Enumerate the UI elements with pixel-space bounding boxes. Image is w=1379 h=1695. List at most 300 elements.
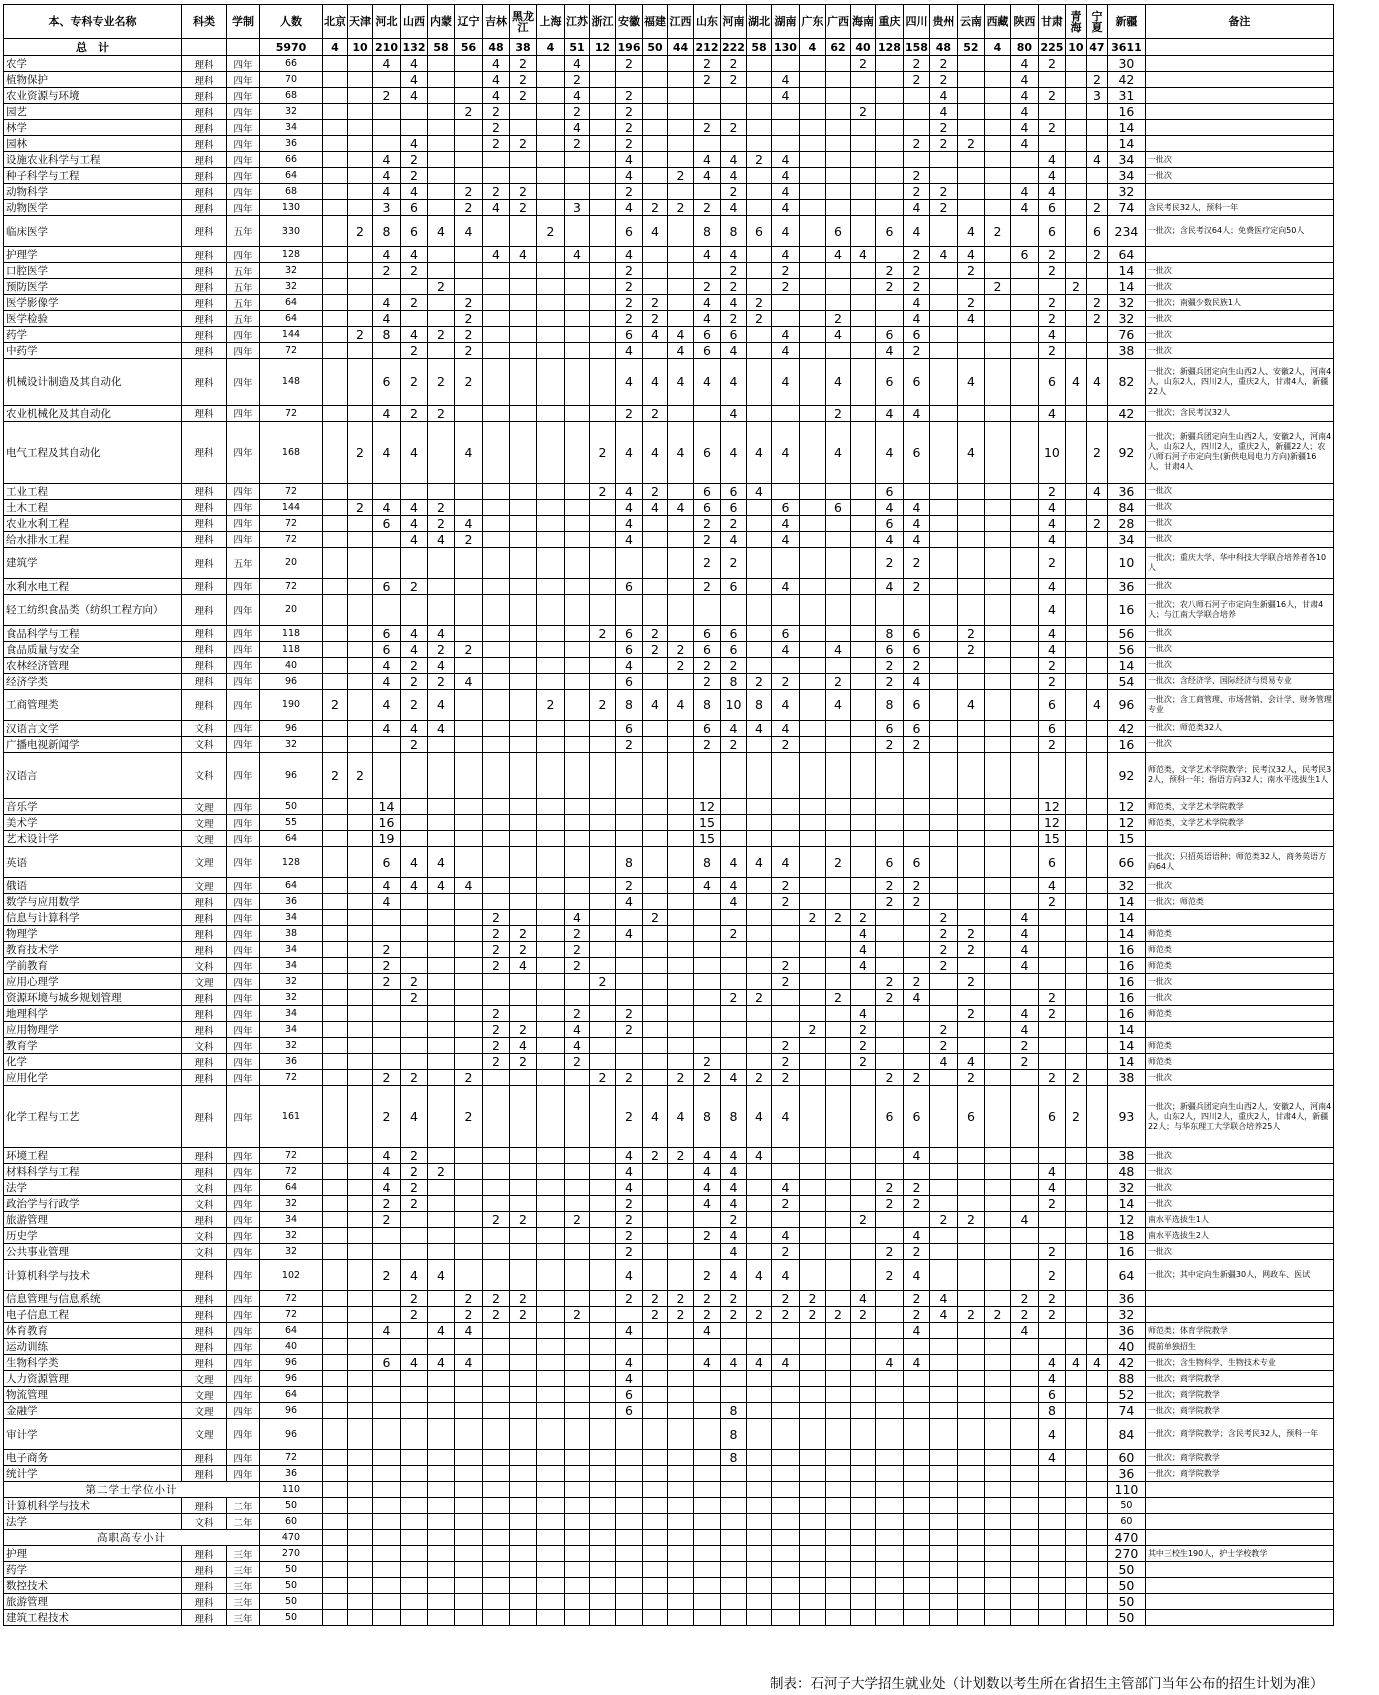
province-quota: 4 (1038, 1419, 1065, 1450)
province-quota (1065, 720, 1086, 736)
province-quota: 4 (957, 421, 984, 483)
province-quota: 4 (616, 483, 643, 499)
province-quota: 4 (771, 152, 799, 168)
remark-cell: 一批次 (1145, 878, 1333, 894)
table-row (4, 1180, 1334, 1196)
province-quota (668, 990, 694, 1006)
province-quota: 2 (746, 152, 771, 168)
province-quota (643, 1054, 668, 1070)
province-quota (929, 736, 957, 752)
province-quota (510, 1514, 537, 1530)
province-quota: 4 (929, 1291, 957, 1307)
province-quota (373, 1387, 401, 1403)
total-value: 48 (929, 39, 957, 56)
province-quota (401, 1387, 428, 1403)
study-duration: 四年 (227, 578, 260, 594)
province-quota (903, 799, 929, 815)
province-quota: 2 (616, 1291, 643, 1307)
province-quota (875, 1212, 903, 1228)
province-quota (455, 483, 483, 499)
province-quota: 2 (929, 926, 957, 942)
province-quota: 6 (694, 625, 721, 641)
province-quota: 4 (668, 343, 694, 359)
province-quota (483, 499, 510, 515)
province-quota (510, 1482, 537, 1498)
province-quota: 4 (616, 1355, 643, 1371)
province-quota (1038, 1530, 1065, 1546)
province-quota (746, 1482, 771, 1498)
header-cell: 湖南 (771, 5, 799, 39)
province-quota (746, 1450, 771, 1466)
province-quota (323, 1466, 348, 1482)
province-quota (483, 878, 510, 894)
plan-count: 36 (260, 136, 323, 152)
admission-plan-sheet (3, 4, 1334, 1626)
province-quota (1065, 1450, 1086, 1466)
header-cell: 黑龙江 (510, 5, 537, 39)
province-quota: 4 (903, 1228, 929, 1244)
province-quota: 18 (1107, 1228, 1145, 1244)
province-quota: 6 (721, 641, 747, 657)
total-value: 47 (1086, 39, 1107, 56)
plan-count: 34 (260, 942, 323, 958)
province-quota: 2 (850, 1038, 875, 1054)
study-duration: 四年 (227, 421, 260, 483)
province-quota (1065, 1498, 1086, 1514)
province-quota (875, 1610, 903, 1626)
province-quota (1010, 625, 1038, 641)
province-quota: 2 (694, 578, 721, 594)
province-quota (643, 104, 668, 120)
province-quota (694, 1498, 721, 1514)
subject-category: 文科 (182, 958, 227, 974)
province-quota (825, 1148, 850, 1164)
province-quota: 6 (373, 359, 401, 406)
province-quota (348, 247, 373, 263)
province-quota (348, 184, 373, 200)
table-row (4, 405, 1334, 421)
province-quota (929, 547, 957, 578)
province-quota (825, 263, 850, 279)
province-quota: 4 (1010, 120, 1038, 136)
province-quota (875, 1291, 903, 1307)
subject-category: 理科 (182, 168, 227, 184)
province-quota: 4 (1038, 405, 1065, 421)
province-quota (455, 736, 483, 752)
province-quota (1010, 1070, 1038, 1086)
province-quota (903, 1546, 929, 1562)
province-quota (799, 625, 825, 641)
province-quota: 4 (1038, 1450, 1065, 1466)
province-quota: 2 (668, 168, 694, 184)
province-quota (1010, 578, 1038, 594)
province-quota (565, 483, 590, 499)
province-quota (1038, 1323, 1065, 1339)
province-quota (875, 1371, 903, 1387)
province-quota (348, 295, 373, 311)
province-quota (455, 1054, 483, 1070)
province-quota: 4 (373, 405, 401, 421)
province-quota: 15 (694, 815, 721, 831)
province-quota (483, 1244, 510, 1260)
province-quota (746, 1323, 771, 1339)
province-quota (984, 104, 1010, 120)
province-quota (984, 1086, 1010, 1148)
province-quota (348, 515, 373, 531)
total-value: 40 (850, 39, 875, 56)
province-quota (825, 752, 850, 799)
province-quota (455, 1228, 483, 1244)
province-quota (348, 1482, 373, 1498)
province-quota (348, 1610, 373, 1626)
major-name: 人力资源管理 (4, 1371, 182, 1387)
province-quota (455, 1148, 483, 1164)
province-quota (323, 1610, 348, 1626)
subject-category: 理科 (182, 311, 227, 327)
province-quota (825, 958, 850, 974)
province-quota: 4 (428, 878, 455, 894)
province-quota (483, 279, 510, 295)
province-quota (428, 1419, 455, 1450)
province-quota (746, 247, 771, 263)
major-name: 建筑学 (4, 547, 182, 578)
province-quota (1065, 200, 1086, 216)
province-quota (373, 104, 401, 120)
province-quota (799, 1530, 825, 1546)
province-quota: 4 (903, 1323, 929, 1339)
subject-category: 理科 (182, 72, 227, 88)
study-duration: 四年 (227, 1419, 260, 1450)
province-quota (643, 1530, 668, 1546)
major-name: 教育学 (4, 1038, 182, 1054)
province-quota (984, 247, 1010, 263)
study-duration: 四年 (227, 1196, 260, 1212)
province-quota: 2 (771, 736, 799, 752)
province-quota (957, 1546, 984, 1562)
province-quota (746, 625, 771, 641)
province-quota (771, 1466, 799, 1482)
province-quota: 4 (373, 168, 401, 184)
province-quota: 4 (401, 327, 428, 343)
province-quota (455, 247, 483, 263)
province-quota (799, 1466, 825, 1482)
remark-cell: 一批次 (1145, 1244, 1333, 1260)
province-quota (799, 1148, 825, 1164)
total-value: 4 (537, 39, 565, 56)
province-quota: 36 (1107, 1291, 1145, 1307)
province-quota (616, 1610, 643, 1626)
province-quota (348, 1339, 373, 1355)
province-quota (348, 168, 373, 184)
province-quota (850, 1196, 875, 1212)
province-quota (510, 499, 537, 515)
province-quota (483, 1419, 510, 1450)
province-quota: 2 (694, 279, 721, 295)
province-quota (348, 910, 373, 926)
province-quota (348, 799, 373, 815)
province-quota (565, 1355, 590, 1371)
province-quota (984, 359, 1010, 406)
province-quota (929, 1228, 957, 1244)
province-quota (348, 531, 373, 547)
province-quota: 2 (1038, 343, 1065, 359)
province-quota (483, 405, 510, 421)
province-quota (984, 1387, 1010, 1403)
province-quota (401, 311, 428, 327)
province-quota: 2 (850, 1212, 875, 1228)
major-name: 法学 (4, 1180, 182, 1196)
province-quota: 74 (1107, 200, 1145, 216)
province-quota (957, 1562, 984, 1578)
province-quota: 6 (875, 720, 903, 736)
province-quota (721, 1514, 747, 1530)
major-name: 音乐学 (4, 799, 182, 815)
province-quota (565, 1466, 590, 1482)
province-quota: 2 (510, 200, 537, 216)
province-quota (929, 531, 957, 547)
province-quota: 6 (721, 327, 747, 343)
province-quota (643, 1022, 668, 1038)
study-duration: 四年 (227, 515, 260, 531)
subtotal-label: 高职高专小计 (4, 1530, 260, 1546)
province-quota (590, 1403, 616, 1419)
province-quota: 2 (694, 1260, 721, 1291)
study-duration: 三年 (227, 1562, 260, 1578)
province-quota: 2 (903, 136, 929, 152)
province-quota (428, 152, 455, 168)
province-quota: 2 (1038, 657, 1065, 673)
remark-cell: 一批次 (1145, 499, 1333, 515)
province-quota (1038, 136, 1065, 152)
province-quota: 96 (1107, 689, 1145, 720)
province-quota: 2 (929, 72, 957, 88)
province-quota (348, 878, 373, 894)
province-quota (799, 641, 825, 657)
province-quota (455, 657, 483, 673)
province-quota: 4 (401, 641, 428, 657)
remark-cell: 师范类 (1145, 958, 1333, 974)
table-row (4, 263, 1334, 279)
province-quota: 2 (875, 974, 903, 990)
province-quota (565, 673, 590, 689)
province-quota (929, 515, 957, 531)
province-quota (428, 168, 455, 184)
table-row (4, 831, 1334, 847)
province-quota (590, 847, 616, 878)
total-value: 38 (510, 39, 537, 56)
province-quota (1038, 974, 1065, 990)
province-quota (1010, 152, 1038, 168)
plan-count: 32 (260, 990, 323, 1006)
plan-count: 96 (260, 1355, 323, 1371)
province-quota (373, 1419, 401, 1450)
province-quota (825, 894, 850, 910)
province-quota (746, 327, 771, 343)
province-quota: 6 (875, 515, 903, 531)
remark-cell: 一批次 (1145, 152, 1333, 168)
study-duration: 四年 (227, 1212, 260, 1228)
province-quota (984, 720, 1010, 736)
province-quota: 2 (957, 1006, 984, 1022)
province-quota (694, 1022, 721, 1038)
province-quota (537, 1578, 565, 1594)
province-quota: 4 (668, 359, 694, 406)
province-quota (373, 1514, 401, 1530)
province-quota (875, 910, 903, 926)
plan-count: 72 (260, 1164, 323, 1180)
subject-category: 理科 (182, 499, 227, 515)
province-quota (1065, 56, 1086, 72)
province-quota (401, 1578, 428, 1594)
province-quota (957, 815, 984, 831)
province-quota (537, 926, 565, 942)
province-quota: 6 (373, 1355, 401, 1371)
plan-count: 64 (260, 311, 323, 327)
province-quota (694, 1371, 721, 1387)
province-quota (799, 720, 825, 736)
remark-cell: 一批次 (1145, 531, 1333, 547)
province-quota (746, 1164, 771, 1180)
province-quota (825, 1578, 850, 1594)
province-quota: 4 (694, 1196, 721, 1212)
province-quota (984, 168, 1010, 184)
subject-category: 文理 (182, 815, 227, 831)
remark-cell (1145, 1498, 1333, 1514)
header-cell: 山东 (694, 5, 721, 39)
province-quota: 14 (1107, 1022, 1145, 1038)
province-quota: 4 (565, 120, 590, 136)
plan-count: 32 (260, 1196, 323, 1212)
province-quota: 2 (537, 216, 565, 247)
province-quota (565, 878, 590, 894)
province-quota: 2 (694, 531, 721, 547)
province-quota (428, 1054, 455, 1070)
province-quota: 6 (771, 499, 799, 515)
province-quota (590, 216, 616, 247)
province-quota: 2 (616, 120, 643, 136)
province-quota (323, 343, 348, 359)
province-quota (483, 1148, 510, 1164)
province-quota (929, 974, 957, 990)
province-quota: 2 (875, 736, 903, 752)
province-quota (850, 168, 875, 184)
province-quota (799, 1180, 825, 1196)
province-quota (348, 1006, 373, 1022)
province-quota (668, 1164, 694, 1180)
province-quota (694, 88, 721, 104)
province-quota (668, 910, 694, 926)
major-name: 环境工程 (4, 1148, 182, 1164)
province-quota (510, 1086, 537, 1148)
province-quota (1065, 974, 1086, 990)
province-quota (428, 483, 455, 499)
province-quota: 2 (875, 1180, 903, 1196)
province-quota (694, 1562, 721, 1578)
province-quota (455, 1498, 483, 1514)
province-quota (1065, 343, 1086, 359)
province-quota (875, 295, 903, 311)
province-quota (643, 1514, 668, 1530)
province-quota (721, 1323, 747, 1339)
province-quota (825, 594, 850, 625)
province-quota: 2 (1010, 1291, 1038, 1307)
province-quota: 2 (825, 673, 850, 689)
province-quota (1010, 295, 1038, 311)
province-quota (565, 1291, 590, 1307)
province-quota: 4 (455, 1323, 483, 1339)
province-quota (455, 56, 483, 72)
province-quota: 4 (428, 531, 455, 547)
province-quota (850, 578, 875, 594)
remark-cell: 一批次 (1145, 641, 1333, 657)
province-quota (799, 515, 825, 531)
province-quota (590, 152, 616, 168)
major-name: 植物保护 (4, 72, 182, 88)
province-quota (483, 327, 510, 343)
province-quota (1086, 926, 1107, 942)
province-quota (1010, 1403, 1038, 1419)
province-quota (401, 894, 428, 910)
province-quota (929, 499, 957, 515)
province-quota (875, 926, 903, 942)
province-quota: 4 (401, 1355, 428, 1371)
province-quota (1065, 311, 1086, 327)
province-quota: 2 (1086, 515, 1107, 531)
province-quota (668, 1212, 694, 1228)
province-quota (984, 1339, 1010, 1355)
province-quota (771, 405, 799, 421)
province-quota (1038, 926, 1065, 942)
province-quota (565, 547, 590, 578)
province-quota (957, 1466, 984, 1482)
province-quota (746, 594, 771, 625)
province-quota (1086, 1323, 1107, 1339)
remark-cell: 一批次 (1145, 974, 1333, 990)
province-quota (323, 56, 348, 72)
province-quota (428, 104, 455, 120)
province-quota (590, 1387, 616, 1403)
province-quota (694, 1578, 721, 1594)
province-quota (590, 1164, 616, 1180)
header-cell: 内蒙 (428, 5, 455, 39)
province-quota: 4 (771, 72, 799, 88)
province-quota: 4 (510, 1038, 537, 1054)
province-quota (616, 910, 643, 926)
plan-count: 32 (260, 974, 323, 990)
header-cell: 河南 (721, 5, 747, 39)
province-quota: 2 (510, 88, 537, 104)
province-quota: 2 (428, 359, 455, 406)
province-quota: 4 (694, 1355, 721, 1371)
province-quota (850, 327, 875, 343)
province-quota (1065, 1148, 1086, 1164)
province-quota (850, 641, 875, 657)
table-row (4, 720, 1334, 736)
province-quota: 76 (1107, 327, 1145, 343)
study-duration: 五年 (227, 263, 260, 279)
province-quota: 4 (643, 421, 668, 483)
province-quota: 4 (957, 689, 984, 720)
province-quota (850, 1562, 875, 1578)
province-quota (694, 1403, 721, 1419)
subject-category: 理科 (182, 1148, 227, 1164)
table-row (4, 1148, 1334, 1164)
province-quota: 2 (373, 88, 401, 104)
province-quota: 4 (1010, 910, 1038, 926)
study-duration: 四年 (227, 1228, 260, 1244)
province-quota (984, 1419, 1010, 1450)
province-quota (984, 689, 1010, 720)
